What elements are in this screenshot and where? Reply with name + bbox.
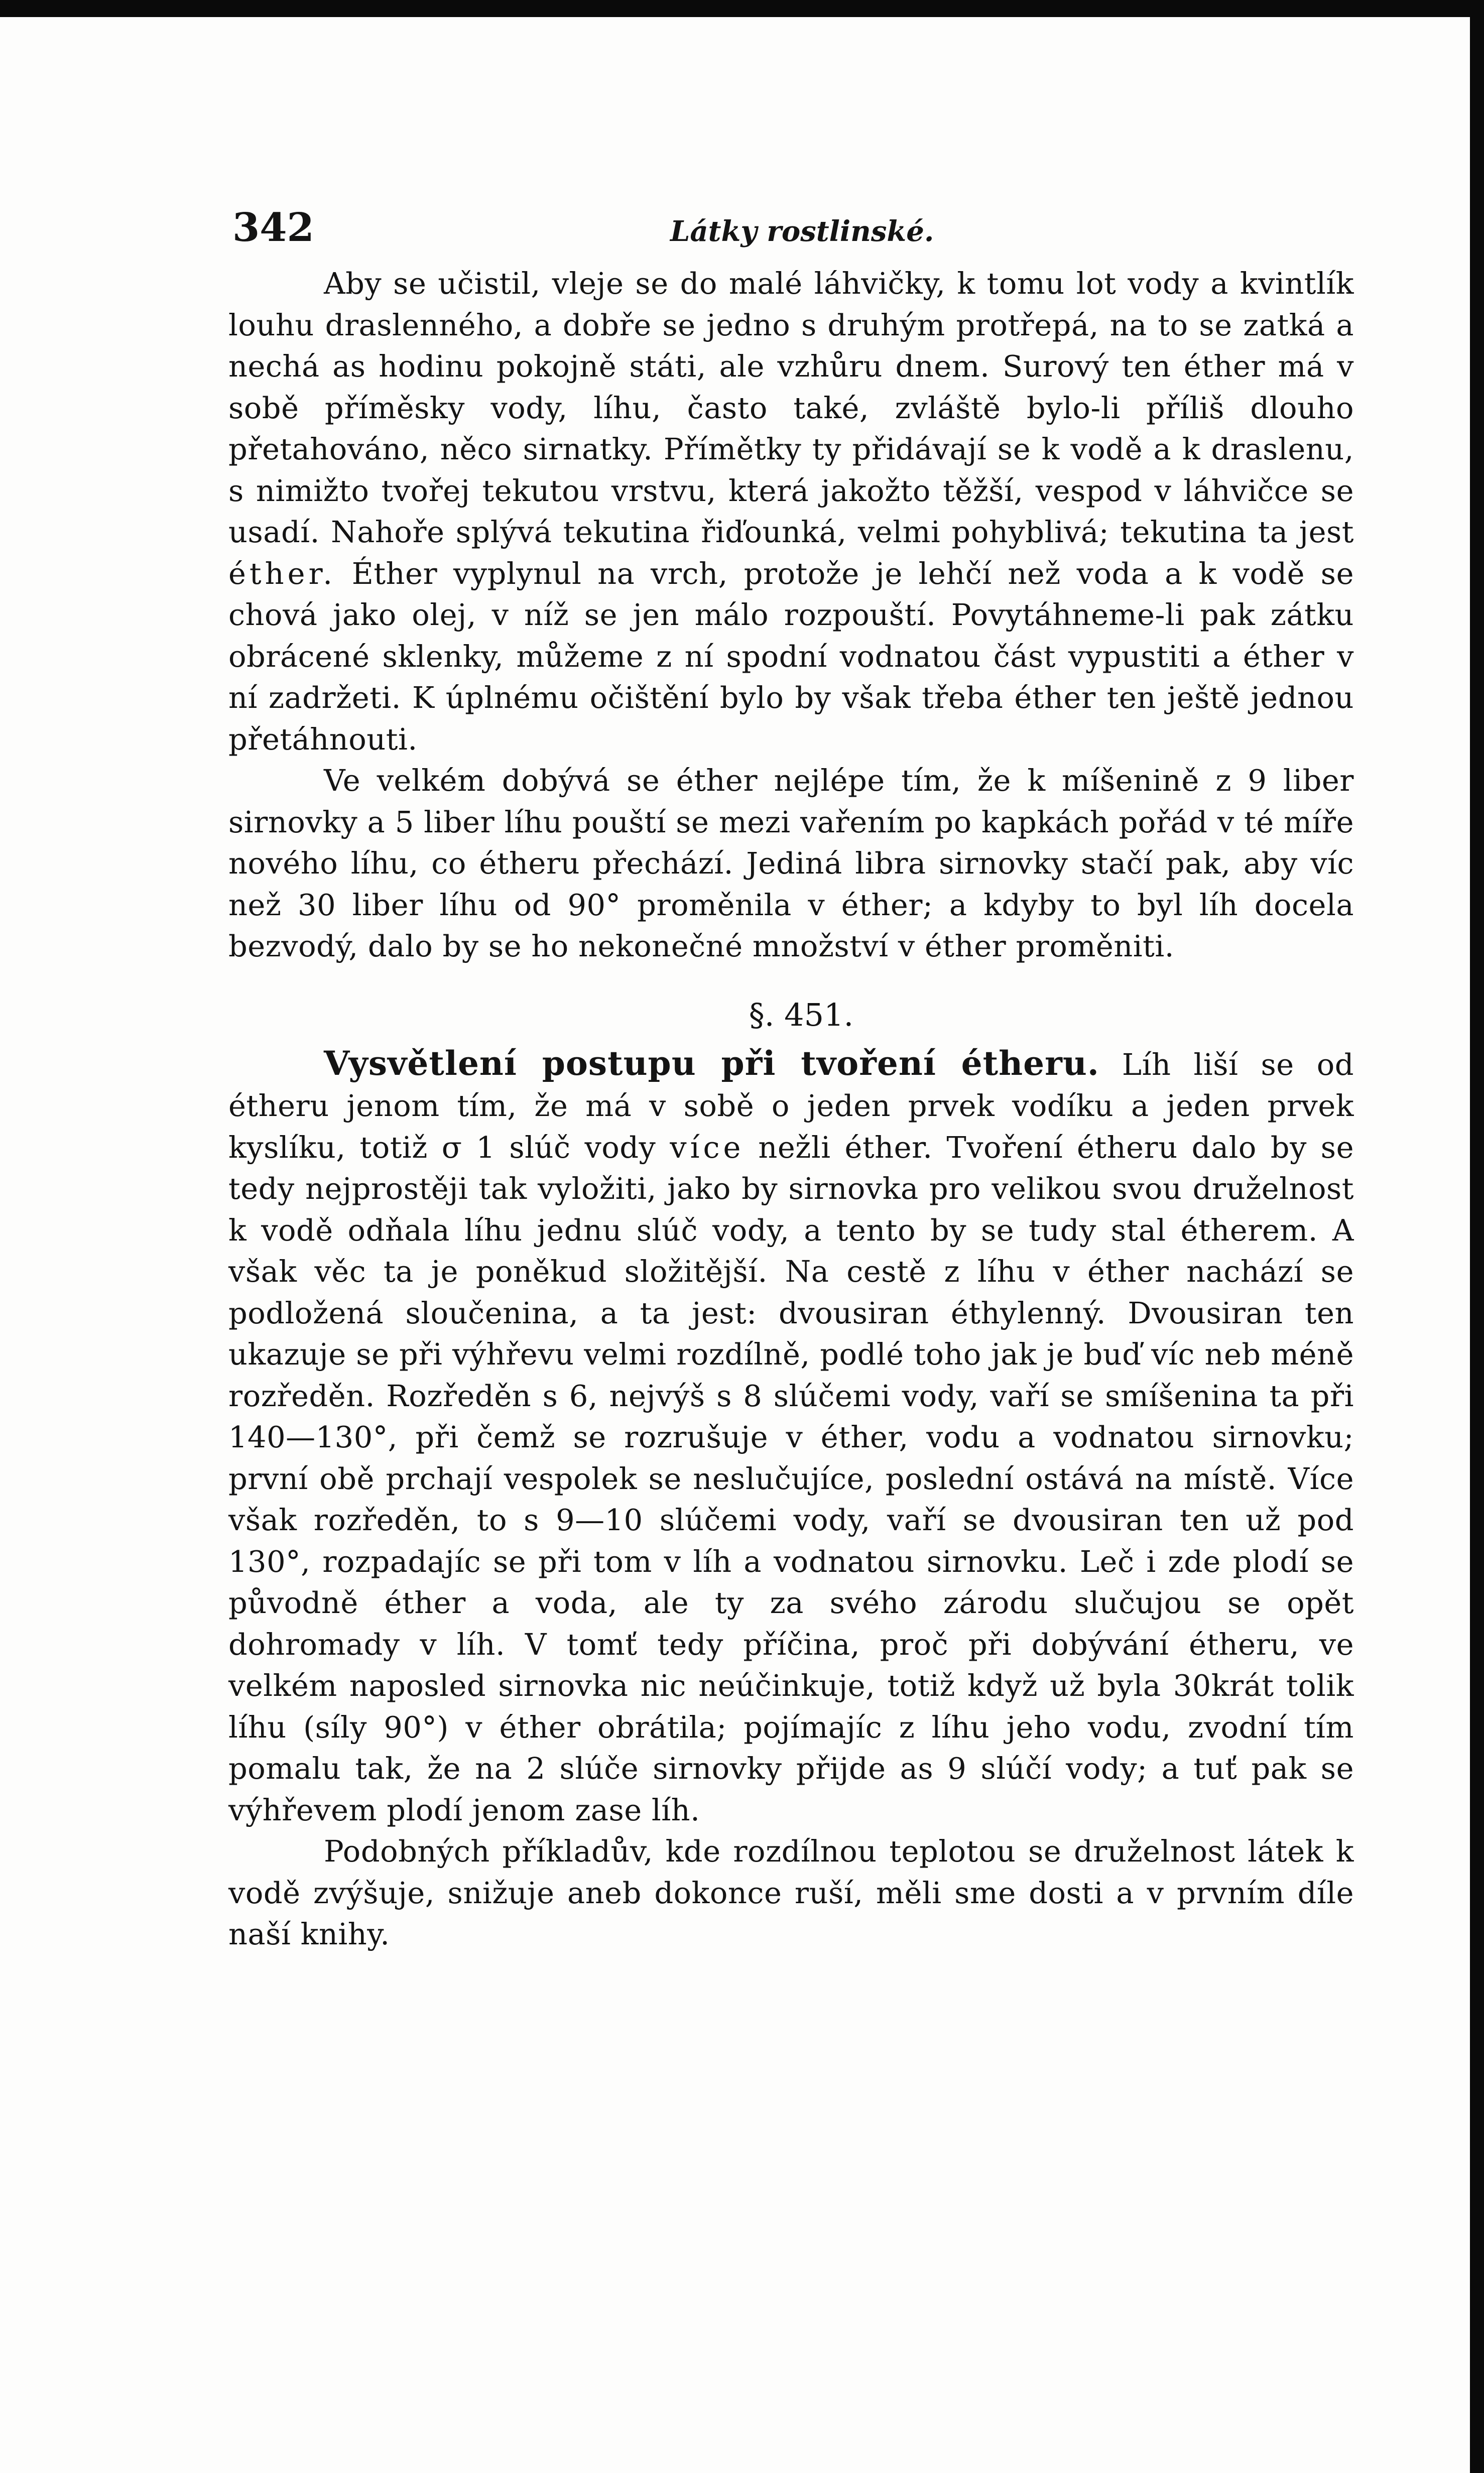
- section-number: §. 451.: [749, 996, 854, 1033]
- paragraph-1-text-end: Éther vyplynul na vrch, protože je lehčí než voda a k vodě se chová jako olej, v níž se jen málo rozpouští. Povytáhneme-li pak zátku obrácené sklenky, můžeme z ní spodní vodnatou část vypustiti a éther v ní zadržeti. K úplnému očištění bylo by však třeba éther ten ještě jednou přetáhnouti.: [228, 556, 1354, 757]
- paragraph-1: [228, 263, 1354, 760]
- section-heading: Vysvětlení postupu při tvoření étheru.: [324, 1043, 1099, 1083]
- running-head: Látky rostlinské.: [670, 215, 934, 248]
- spaced-term-vice: více: [670, 1130, 745, 1165]
- paragraph-3: [228, 1043, 1354, 1831]
- page-header: [228, 203, 1354, 263]
- paragraph-1-text: Aby se učistil, vleje se do malé láhvičky, k tomu lot vody a kvintlík louhu draslenného, a dobře se jedno s druhým protřepá, na to se zatká a nechá as hodinu pokojně státi, ale vzhůru dnem. Surový ten éther má v sobě příměsky vody, líhu, často také, zvláště bylo-li příliš dlouho přetahováno, něco sirnatky. Přímětky ty přidávají se k vodě a k draslenu, s nimižto tvořej tekutou vrstvu, která jakožto těžší, vespod v láhvičce se usadí. Nahoře splývá tekutina řiďounká, velmi pohyblivá; tekutina ta jest: [228, 266, 1354, 549]
- page-content: [228, 203, 1354, 1955]
- paragraph-3-text-end: nežli éther. Tvoření étheru dalo by se tedy nejprostěji tak vyložiti, jako by sirnovka pro velikou svou druželnost k vodě odňala líhu jednu slúč vody, a tento by se tudy stal étherem. A však věc ta je poněkud složitější. Na cestě z líhu v éther nachází se podložená sloučenina, a ta jest: dvousiran éthylenný. Dvousiran ten ukazuje se při výhřevu velmi rozdílně, podlé toho jak je buď víc neb méně rozředěn. Rozředěn s 6, nejvýš s 8 slúčemi vody, vaří se smíšenina ta při 140—130°, při čemž se rozrušuje v éther, vodu a vodnatou sirnovku; první obě prchají vespolek se neslučujíce, poslední ostává na místě. Více však rozředěn, to s 9—10 slúčemi vody, vaří se dvousiran ten už pod 130°, rozpadajíc se při tom v líh a vodnatou sirnovku. Leč i zde plodí se původně éther a voda, ale ty za svého zárodu slučujou se opět dohromady v líh. V tomť tedy příčina, proč při dobývání étheru, ve velkém naposled sirnovka nic neúčinkuje, totiž když už byla 30krát tolik líhu (síly 90°) v éther obrátila; pojímajíc z líhu jeho vodu, zvodní tím pomalu tak, že na 2 slúče sirnovky přijde as 9 slúčí vody; a tuť pak se výhřevem plodí jenom zase líh.: [228, 1130, 1354, 1827]
- paragraph-2: Ve velkém dobývá se éther nejlépe tím, že k míšenině z 9 liber sirnovky a 5 liber líhu pouští se mezi vařením po kapkách pořád v té míře nového líhu, co étheru přechází. Jediná libra sirnovky stačí pak, aby víc než 30 liber líhu od 90° proměnila v éther; a kdyby to byl líh docela bezvodý, dalo by se ho nekonečné množství v éther proměniti.: [228, 763, 1354, 963]
- page-number: 342: [232, 205, 314, 251]
- spaced-term-ether: éther.: [228, 556, 336, 591]
- paragraph-4: Podobných příkladův, kde rozdílnou teplotou se druželnost látek k vodě zvýšuje, snižuje aneb dokonce ruší, měli sme dosti a v prvním díle naší knihy.: [228, 1834, 1354, 1951]
- paragraph-3-text: Líh liší se od étheru jenom tím, že má v sobě o jeden prvek vodíku a jeden prvek kyslíku, totiž σ 1 slúč vody: [228, 1047, 1354, 1165]
